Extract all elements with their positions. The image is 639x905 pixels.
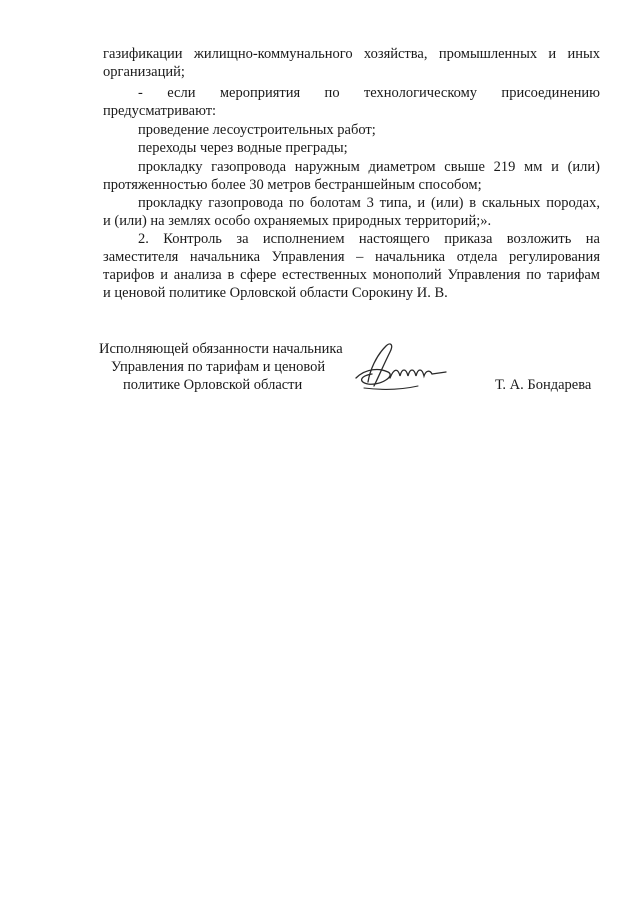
body-line: заместителя начальника Управления – начальника отдела регулирования [103,249,600,265]
body-line: проведение лесоустроительных работ; [138,122,376,138]
signer-position-line1: Исполняющей обязанности начальника [99,341,343,357]
signer-name: Т. А. Бондарева [495,377,592,393]
body-line: - если мероприятия по технологическому присоединению [138,85,600,101]
signer-position-line3: политике Орловской области [123,377,303,393]
body-line: тарифов и анализа в сфере естественных монополий Управления по тарифам [103,267,600,283]
body-line: газификации жилищно-коммунального хозяйства, промышленных и иных [103,46,600,62]
body-line: протяженностью более 30 метров бестраншейным способом; [103,177,482,193]
body-line: предусматривают: [103,103,217,119]
body-line: 2. Контроль за исполнением настоящего приказа возложить на [138,231,600,247]
body-line: организаций; [103,64,185,80]
body-line: прокладку газопровода по болотам 3 типа, и (или) в скальных породах, [138,195,600,211]
signer-position-line2: Управления по тарифам и ценовой [111,359,326,375]
body-line: прокладку газопровода наружным диаметром свыше 219 мм и (или) [138,159,600,175]
body-line: и ценовой политике Орловской области Сорокину И. В. [103,285,448,301]
handwritten-signature [350,338,460,398]
body-line: и (или) на землях особо охраняемых природных территорий;». [103,213,492,229]
body-line: переходы через водные преграды; [138,140,348,156]
